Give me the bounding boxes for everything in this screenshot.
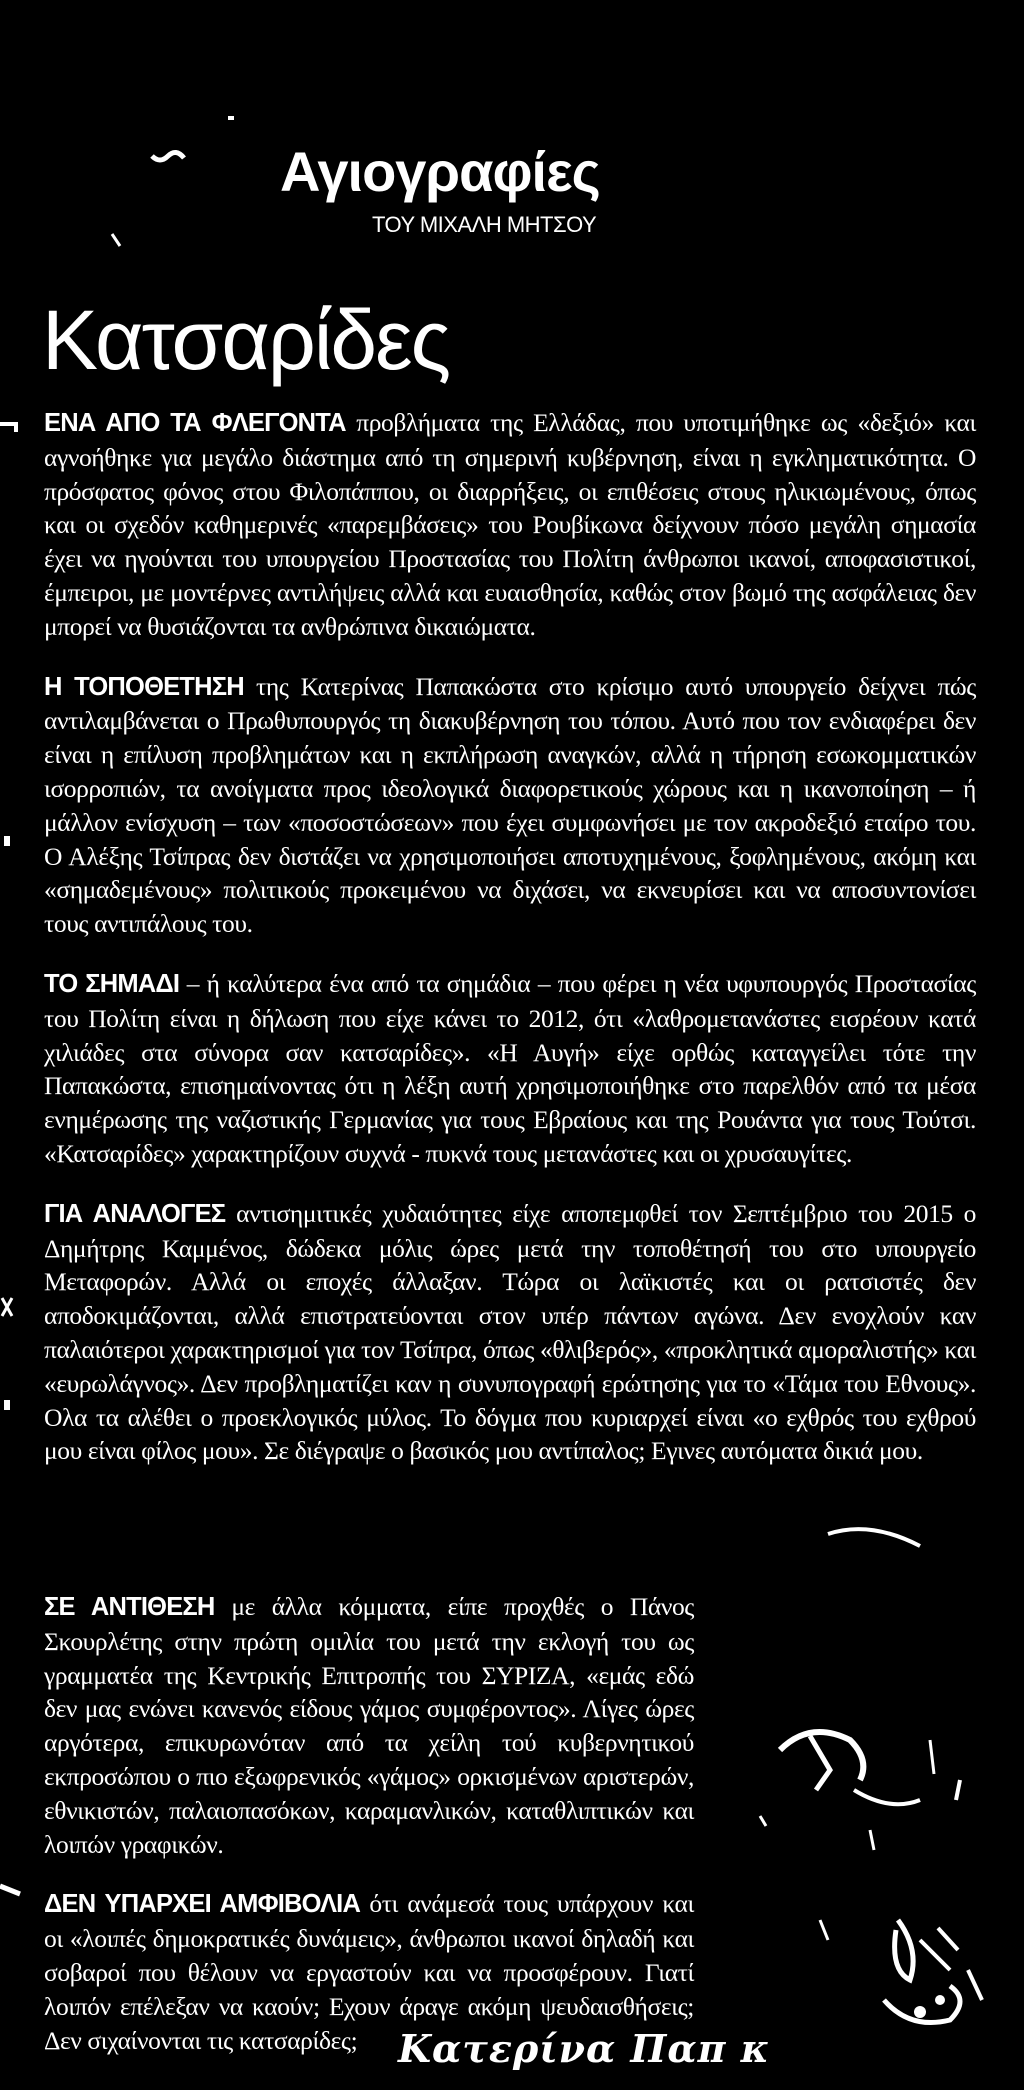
- paragraph-6-text: ότι ανάμεσά τους υπάρχουν και οι «λοιπές δημοκρατικές δυνάμεις», άνθρωποι ικανοί δηλαδή και σοβαροί που θέλουν να εργαστούν και να προσφέρουν. Γιατί λοιπόν επέλεξαν να καούν; Εχουν άραγε ακόμη ψευδαισθήσεις; Δεν σιχαίνονται τις κατσαρίδες;: [44, 1889, 694, 2055]
- paragraph-6-lead: ΔΕΝ ΥΠΑΡΧΕΙ ΑΜΦΙΒΟΛΙΑ: [44, 1890, 361, 1919]
- margin-mark-1: [0, 420, 20, 434]
- cartoon-illustration: [720, 1500, 1020, 2060]
- paragraph-1-text: προβλήματα της Ελλάδας, που υποτιμήθηκε ως «δεξιό» και αγνοήθηκε για μεγάλο διάστημα από τη σημερινή κυβέρνηση, είναι η εγκληματικότητα. Ο πρόσφατος φόνος στου Φιλοπάππου, οι διαρρήξεις, οι επιθέσεις στους ηλικιωμένους, όπως και οι σχεδόν καθημερινές «παρεμβάσεις» του Ρουβίκωνα δείχνουν πόσο μεγάλη σημασία έχει να ηγούνται του υπουργείου Προστασίας του Πολίτη άνθρωποι ικανοί, αποφασιστικοί, έμπειροι, με μοντέρνες αντιλήψεις αλλά και ευαισθησία, καθώς στον βωμό της ασφάλειας δεν μπορεί να θυσιάζονται τα ανθρώπινα δικαιώματα.: [44, 408, 976, 641]
- paragraph-3: [44, 967, 976, 1171]
- margin-mark-2: [4, 834, 14, 848]
- paragraph-3-lead: ΤΟ ΣΗΜΑΔΙ: [44, 969, 180, 998]
- paragraph-2-lead: Η ΤΟΠΟΘΕΤΗΣΗ: [44, 672, 244, 701]
- margin-mark-4: [4, 1398, 14, 1412]
- paragraph-1-lead: ΕΝΑ ΑΠΟ ΤΑ ΦΛΕΓΟΝΤΑ: [44, 409, 346, 437]
- decorative-mark-top: [150, 148, 190, 170]
- paragraph-2: [44, 670, 976, 941]
- paragraph-3-text: – ή καλύτερα ένα από τα σημάδια – που φέρει η νέα υφυπουργός Προστασίας του Πολίτη είναι η δήλωση που είχε κάνει το 2012, ότι «λαθρομετανάστες εισρέουν κατά χιλιάδες στα σύνορα σαν κατσαρίδες». «Η Αυγή» είχε ορθώς καταγγείλει τότε την Παπακώστα, επισημαίνοντας ότι η λέξη αυτή χρησιμοποιήθηκε στο παρελθόν από τα μέσα ενημέρωσης της ναζιστικής Γερμανίας για τους Εβραίους και της Ρουάντα για τους Τούτσι. «Κατσαρίδες» χαρακτηρίζουν συχνά - πυκνά τους μετανάστες και οι χρυσαυγίτες.: [44, 968, 977, 1168]
- paragraph-2-text: της Κατερίνας Παπακώστα στο κρίσιμο αυτό υπουργείο δείχνει πώς αντιλαμβάνεται ο Πρωθυπουργός τη διακυβέρνηση του τόπου. Αυτό που τον ενδιαφέρει δεν είναι η επίλυση προβλημάτων και η εκπλήρωση αναγκών, αλλά η τήρηση εσωκομματικών ισορροπιών, τα ανοίγματα προς ιδεολογικά διαφορετικούς χώρους και η ικανοποίηση – ή μάλλον ενίσχυση – των «ποσοστώσεων» που έχει συμφωνήσει με τον ακροδεξιό εταίρο του. Ο Αλέξης Τσίπρας δεν διστάζει να χρησιμοποιήσει αποτυχημένους, ξοφλημένους, ακόμη και «σημαδεμένους» πολιτικούς προκειμένου να διχάσει, να εκνευρίσει και να αποσυντονίσει τους αντιπάλους του.: [44, 671, 977, 939]
- signature-caption: Κατερίνα Παπ κ: [398, 2026, 771, 2071]
- paragraph-4: [44, 1197, 976, 1468]
- column-header: [280, 140, 800, 237]
- article-body-narrow: [44, 1590, 694, 2083]
- margin-mark-5: [0, 1882, 24, 1898]
- paragraph-5-text: με άλλα κόμματα, είπε προχθές ο Πάνος Σκουρλέτης στην πρώτη ομιλία του μετά την εκλογή του ως γραμματέα της Κεντρικής Επιτροπής του ΣΥΡΙΖΑ, «εμάς εδώ δεν μας ενώνει κανενός είδους γάμος συμφέροντος». Λίγες ώρες αργότερα, επικυρωνόταν από τα χείλη τού κυβερνητικού εκπροσώπου ο πιο εξωφρενικός «γάμος» ορκισμένων αριστερών, εθνικιστών, παλαιοπασόκων, καραμανλικών, καταθλιπτικών και λοιπών γραφικών.: [44, 1592, 694, 1859]
- byline: ΤΟΥ ΜΙΧΑΛΗ ΜΗΤΣΟΥ: [372, 212, 597, 237]
- margin-mark-3: [0, 1296, 16, 1318]
- paragraph-5: [44, 1590, 694, 1861]
- column-title: Αγιογραφίες: [280, 140, 600, 203]
- paragraph-4-text: αντισημιτικές χυδαιότητες είχε αποπεμφθεί τον Σεπτέμβριο του 2015 ο Δημήτρης Καμμένος, δώδεκα μόλις ώρες μετά την τοποθέτησή του στο υπουργείο Μεταφορών. Αλλά οι εποχές άλλαξαν. Τώρα οι λαϊκιστές και οι ρατσιστές δεν αποδοκιμάζονται, αλλά επιστρατεύονται στον υπέρ πάντων αγώνα. Δεν ενοχλούν καν παλαιότεροι χαρακτηρισμοί για τον Τσίπρα, όπως «θλιβερός», «προκλητικά αμοραλιστής» και «ευρωλάγνος». Δεν προβληματίζει καν η συνυπογραφή ερώτησης για το «Τάμα του Εθνους». Ολα τα αλέθει ο προεκλογικός μύλος. Το δόγμα που κυριαρχεί είναι «ο εχθρός του εχθρού μου είναι φίλος μου». Σε διέγραψε ο βασικός μου αντίπαλος; Εγινες αυτόματα δικιά μου.: [44, 1198, 976, 1466]
- article-title: Κατσαρίδες: [42, 293, 450, 387]
- paragraph-1: [44, 406, 976, 644]
- article-body: [44, 406, 976, 1494]
- decorative-mark-small: [110, 232, 124, 248]
- paragraph-5-lead: ΣΕ ΑΝΤΙΘΕΣΗ: [44, 1593, 215, 1621]
- decorative-speck: [228, 116, 236, 122]
- paragraph-4-lead: ΓΙΑ ΑΝΑΛΟΓΕΣ: [44, 1199, 226, 1228]
